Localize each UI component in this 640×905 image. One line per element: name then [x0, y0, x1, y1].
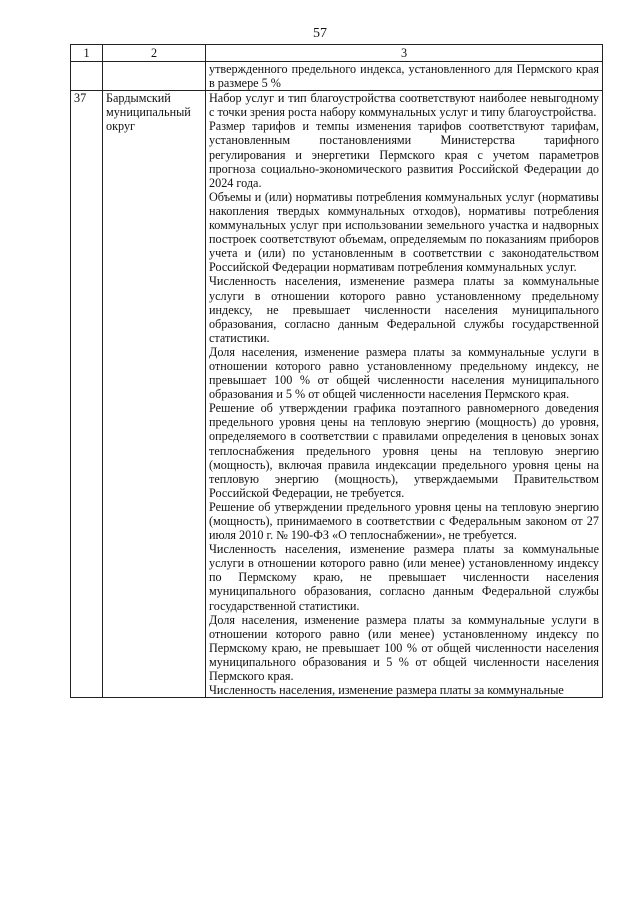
paragraph: Численность населения, изменение размера платы за коммунальные услуги в отношении которого равно установленному предельному индексу, не превышает численности населения муниципального образования, согласно данным Федеральной службы государственной статистики.	[209, 274, 599, 345]
page-number: 57	[313, 26, 327, 41]
conditions-cell	[206, 91, 603, 698]
continuation-cell-3	[206, 62, 603, 91]
continuation-cell-1	[71, 62, 103, 91]
table-row	[71, 91, 603, 698]
paragraph: Доля населения, изменение размера платы за коммунальные услуги в отношении которого равно установленному предельному индексу, не превышает 100 % от общей численности населения муниципального образования и 5 % от общей численности населения Пермского края.	[209, 344, 599, 402]
paragraph: Численность населения, изменение размера платы за коммунальные услуги в отношении которого равно (или менее) установленному индексу по Пермскому краю, не превышает численности населения муниципального образования, согласно данным Федеральной службы государственной статистики.	[209, 542, 599, 613]
trailing-paragraph: Численность населения, изменение размера платы за коммунальные	[209, 683, 564, 698]
paragraph: Решение об утверждении предельного уровня цены на тепловую энергию (мощность), принимаемого в соответствии с Федеральным законом от 27 июля 2010 г. № 190-ФЗ «О теплоснабжении», не требуется.	[209, 499, 599, 543]
continuation-row	[71, 62, 603, 91]
paragraph: Решение об утверждении графика поэтапного равномерного доведения предельного уровня цены на тепловую энергию (мощность) до уровня, определяемого в соответствии с правилами определения в ценовых зонах теплоснабжения предельного уровня цены на тепловую энергию (мощность), включая правила индексации предельного уровня цены на тепловую энергию (мощность), утверждаемыми Правительством Российской Федерации, не требуется.	[209, 401, 599, 500]
continuation-cell-2	[103, 62, 206, 91]
header-col-3: 3	[206, 45, 603, 62]
paragraph: Размер тарифов и темпы изменения тарифов соответствуют тарифам, установленным постановлениями Министерства тарифного регулирования и энергетики Пермского края с учетом параметров прогноза социально-экономического развития Российской Федерации до 2024 года.	[209, 119, 599, 190]
paragraph: Объемы и (или) нормативы потребления коммунальных услуг (нормативы накопления твердых коммунальных отходов), нормативы потребления коммунальных услуг при использовании земельного участка и надворных построек соответствуют объемам, определяемым по показаниям приборов учета и (или) по установленным в соответствии с законодательством Российской Федерации нормативам потребления коммунальных услуг.	[209, 189, 599, 275]
document-table	[70, 44, 603, 698]
header-col-1: 1	[71, 45, 103, 62]
paragraph: Доля населения, изменение размера платы за коммунальные услуги в отношении которого равно (или менее) установленному индексу по Пермскому краю, не превышает 100 % от общей численности населения муниципального образования и 5 % от общей численности населения Пермского края.	[209, 612, 599, 684]
row-number: 37	[71, 91, 103, 698]
header-col-2: 2	[103, 45, 206, 62]
continuation-text: утвержденного предельного индекса, установленного для Пермского края в размере 5 %	[209, 62, 599, 91]
paragraph: Набор услуг и тип благоустройства соответствуют наиболее невыгодному с точки зрения роста набору коммунальных услуг и типу благоустройства.	[209, 91, 599, 120]
district-name: Бардымский муниципальный округ	[103, 91, 206, 698]
table-header-row	[71, 45, 603, 62]
